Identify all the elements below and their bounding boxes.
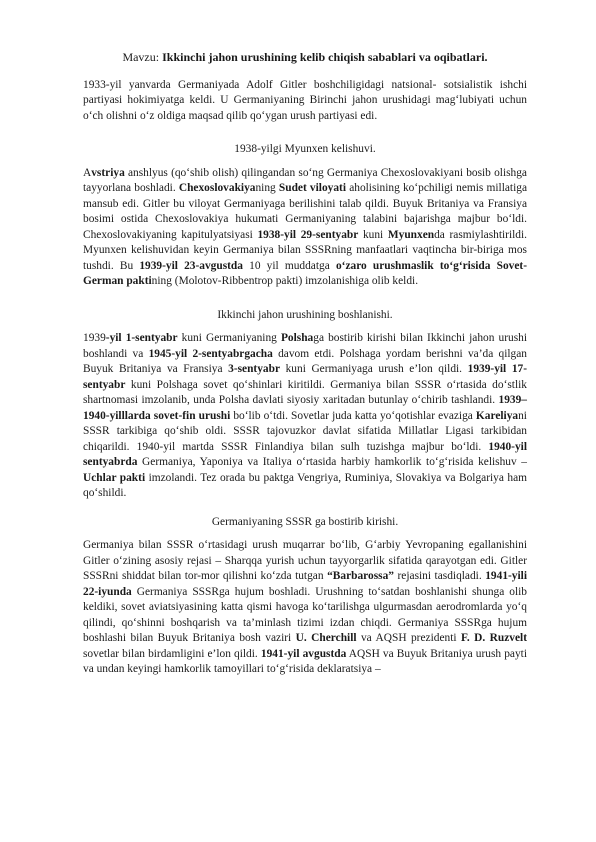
text-run: 10 yil muddatga: [242, 259, 336, 272]
text-run: Germaniya, Yaponiya va Italiya o‘rtasida harbiy hamkorlik to‘g‘risida kelishuv –: [137, 456, 527, 468]
bold-text-run: -yil 1-sentyabr: [105, 332, 178, 344]
bold-text-run: 1941-yil avgustda: [260, 647, 347, 660]
section-paragraph-munich: [83, 166, 527, 290]
text-run: kuni Germaniyaning: [177, 332, 281, 344]
bold-text-run: o‘zaro urushmaslik to‘g‘risida Sovet-German pakti: [83, 259, 527, 287]
text-run: 1939: [83, 332, 106, 344]
text-run: imzolandi. Tez orada bu paktga Vengriya, Ruminiya, Slovakiya va Bolgariya ham qo‘shildi.: [83, 471, 527, 499]
text-run: kuni Polshaga sovet qo‘shinlari kiritildi. Germaniya bilan SSSR o‘rtasida do‘stlik shartnomasi imzolanib, unda Polsha davlati siyosiy xaritadan butunlay o‘chirib tashlandi.: [83, 378, 527, 406]
text-run: A: [83, 166, 92, 179]
bold-text-run: Myunxen: [387, 228, 435, 241]
bold-text-run: 1940-yil sentyabrda: [83, 440, 527, 468]
text-run: va AQSH prezidenti: [356, 632, 461, 644]
section-paragraph-war-start: [83, 331, 527, 502]
text-run: ni SSSR tarkibiga qo‘shib oldi. SSSR tajovuzkor davlat sifatida Millatlar Ligasi tarkibidan chiqarildi. 1940-yil martda SSSR Finlandiya bilan sulh tuzishga majbur bo‘ldi.: [83, 409, 527, 453]
text-run: kuni: [358, 228, 388, 241]
document-page: [83, 50, 527, 678]
bold-text-run: 1939-yil 17-sentyabr: [83, 363, 527, 391]
intro-paragraph: [83, 78, 527, 125]
document-title: [83, 50, 527, 66]
text-run: Germaniya bilan SSSR o‘rtasidagi urush muqarrar bo‘lib, G‘arbiy Yevropaning egallanishini Gitler o‘zining asosiy rejasi – Sharqqa yurish uchun tayyorgarlik sifatida qarayotgan edi. Gitler SSSRni shiddat bilan tor-mor qilishni ko‘zda tutgan: [83, 539, 527, 582]
text-run: 1933-yil yanvarda Germaniyada Adolf Gitler boshchiligidagi natsional- sotsialistik ishchi partiyasi hokimiyatga keldi. U Germaniyaning Birinchi jahon urushidagi mag‘lubiyati uchun o‘ch olishni o‘z oldiga maqsad qilib qo‘ygan urush partiyasi edi.: [83, 78, 527, 122]
bold-text-run: “Barbarossa”: [327, 570, 394, 582]
bold-text-run: Kareliya: [475, 409, 519, 422]
spacer: [83, 124, 527, 133]
text-run: ning: [255, 182, 279, 194]
text-run: sovetlar bilan birdamligini e’lon qildi.: [83, 647, 261, 660]
text-run: anshlyus (qo‘shib olish) qilingandan so‘ng Germaniya Chexoslovakiyani bosib olishga tayyorlana boshladi.: [83, 166, 527, 194]
title-text: Ikkinchi jahon urushining kelib chiqish sabablari va oqibatlari.: [162, 50, 488, 64]
bold-text-run: 1941-yili 22-iyunda: [83, 570, 527, 598]
text-run: kuni Germaniyaga urush e’lon qildi.: [280, 363, 468, 375]
text-run: bo‘lib o‘tdi. Sovetlar juda katta yo‘qotishlar evaziga: [230, 409, 476, 422]
text-run: rejasini tasdiqladi.: [393, 570, 486, 582]
bold-text-run: Polsha: [280, 332, 314, 344]
text-run: aholisining ko‘pchiligi nemis millatiga mansub edi. Gitler bu viloyat Germaniyaga berilishini talab qildi. Buyuk Britaniya va Fransiya bosimi ostida Chexoslovakiya hukumati Germaniyaning talabini bajarishga majbur bo‘ldi. Chexoslovakiyaning kapitulyatsiyasi: [83, 182, 528, 241]
text-run: Germaniya SSSRga hujum boshladi. Urushning to‘satdan boshlanishi shunga olib keldiki, sovet aviatsiyasining katta qismi havoga ko‘tarilishga ulgurmasdan aerodromlarda yo‘q qilindi, qo‘shinni boshqarish va ta’minlash tizimi izdan chiqdi. Germaniya SSSRga hujum boshlashi bilan Buyuk Britaniya bosh vaziri: [83, 585, 527, 644]
bold-text-run: Uchlar pakti: [83, 471, 146, 484]
spacer: [83, 290, 527, 299]
bold-text-run: 1938-yil 29-sentyabr: [257, 228, 359, 241]
bold-text-run: 1939-yil 23-avgustda: [139, 259, 243, 272]
bold-text-run: F. D. Ruzvelt: [460, 632, 528, 644]
section-paragraph-invasion: [83, 538, 527, 678]
bold-text-run: Sudet viloyati: [278, 182, 347, 194]
text-run: ning (Molotov-Ribbentrop pakti) imzolanishiga olib keldi.: [151, 275, 419, 287]
spacer: [83, 502, 527, 506]
bold-text-run: Chexoslovakiya: [178, 182, 256, 194]
bold-text-run: 1945-yil 2-sentyabrgacha: [148, 347, 273, 360]
section-heading-invasion: Germaniyaning SSSR ga bostirib kirishi.: [211, 515, 399, 528]
text-run: AQSH va Buyuk Britaniya urush payti va undan keyingi hamkorlik tamoyillari to‘g‘risida deklaratsiya –: [83, 647, 528, 675]
bold-text-run: U. Cherchill: [295, 632, 357, 644]
bold-text-run: vstriya: [91, 166, 125, 179]
text-run: da rasmiylashtirildi. Myunxen kelishuvidan keyin Germaniya bilan SSSRning manfaatlari vaqtincha bir-biriga mos tushdi. Bu: [83, 228, 528, 272]
title-prefix: Mavzu:: [122, 50, 163, 64]
bold-text-run: 1939–1940-yilllarda sovet-fin urushi: [83, 394, 527, 422]
text-run: ga bostirib kirishi bilan Ikkinchi jahon urushi boshlandi va: [83, 332, 527, 360]
section-heading-war-start: Ikkinchi jahon urushining boshlanishi.: [217, 308, 393, 321]
text-run: davom etdi. Polshaga yordam berishni va’da qilgan Buyuk Britaniya va Fransiya: [83, 347, 527, 375]
bold-text-run: 3-sentyabr: [228, 363, 281, 375]
section-heading-munich: 1938-yilgi Myunxen kelishuvi.: [234, 143, 376, 155]
